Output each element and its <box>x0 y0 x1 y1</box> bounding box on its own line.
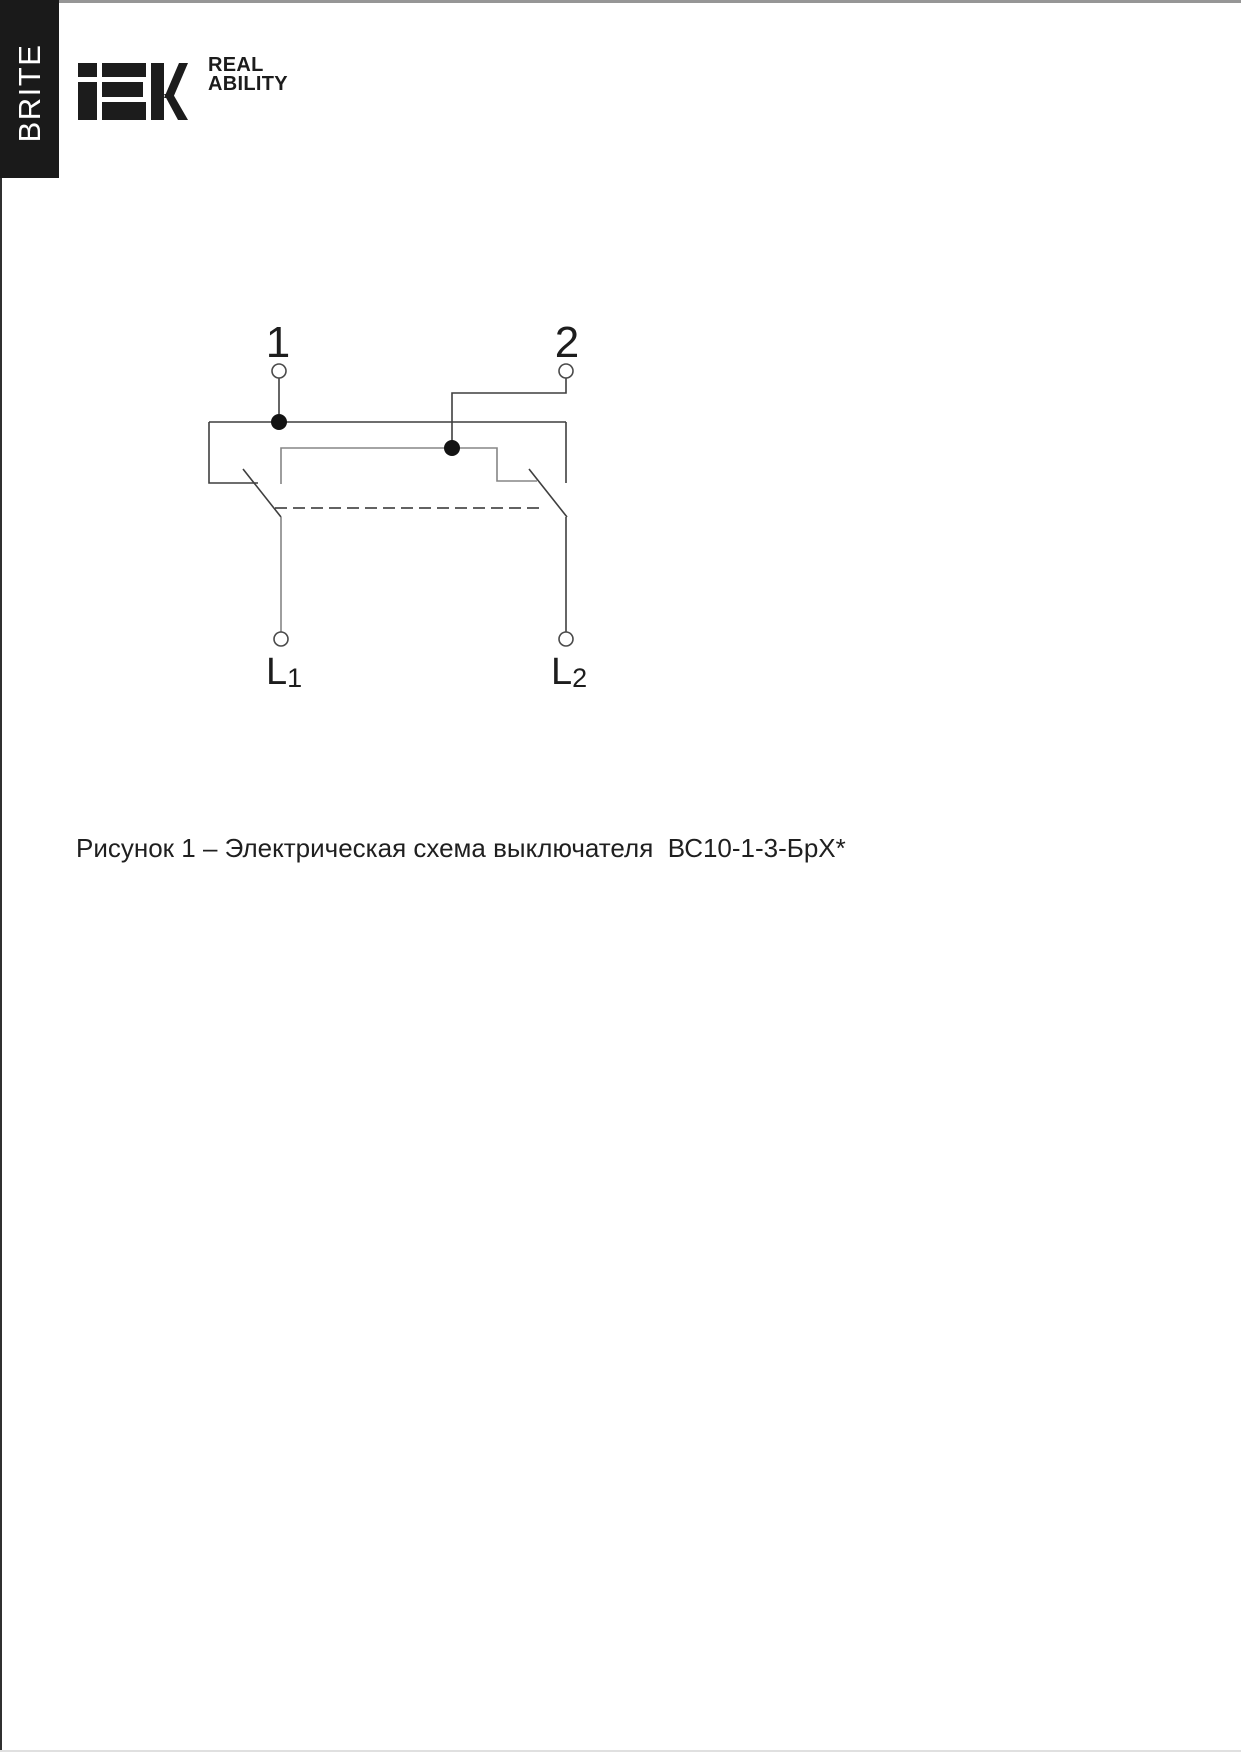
tagline-line-1: REAL <box>208 54 264 76</box>
circuit-schematic <box>150 270 620 700</box>
logo-k-upper-arm <box>164 63 188 98</box>
wire-inner-loop <box>281 448 537 484</box>
terminal-2-label: 2 <box>554 318 580 367</box>
iek-logo <box>78 58 193 120</box>
switch-blade-left <box>243 469 281 517</box>
terminal-l2-circle <box>559 632 573 646</box>
terminal-1-label: 1 <box>265 318 291 367</box>
junction-dot-2 <box>444 440 460 456</box>
iek-logo-glyphs <box>78 63 188 120</box>
page-top-edge <box>0 0 1241 3</box>
terminal-l1-label <box>266 651 302 693</box>
junction-dots <box>271 414 460 456</box>
terminal-l2-letter: L <box>551 651 573 693</box>
terminal-l1-letter: L <box>266 651 288 693</box>
logo-e-mid-bar <box>102 82 143 97</box>
terminal-circles <box>272 364 573 646</box>
wires-dark <box>209 378 567 632</box>
switch-blade-right <box>529 469 567 517</box>
logo-k-stem <box>151 63 164 120</box>
brand-tagline <box>208 56 288 94</box>
wires-gray <box>281 448 537 632</box>
wire-terminal2-to-junction <box>452 378 566 441</box>
terminal-l2-subscript: 2 <box>572 663 588 693</box>
page-left-edge <box>0 0 2 1752</box>
logo-i-dot <box>78 63 97 77</box>
figure-caption: Рисунок 1 – Электрическая схема выключателя ВС10-1-3-БрХ* <box>76 833 846 863</box>
brite-banner-label: BRITE <box>11 43 47 143</box>
wire-left-branch <box>209 422 258 483</box>
logo-k-lower-arm <box>164 94 188 120</box>
logo-i-stem <box>78 82 97 120</box>
junction-dot-1 <box>271 414 287 430</box>
tagline-line-2: ABILITY <box>208 73 288 95</box>
brite-banner <box>0 0 59 178</box>
logo-e-top-bar <box>102 63 146 77</box>
logo-e-bottom-bar <box>102 102 146 120</box>
terminal-l2-label <box>551 651 587 693</box>
terminal-l1-subscript: 1 <box>287 663 303 693</box>
terminal-l1-circle <box>274 632 288 646</box>
